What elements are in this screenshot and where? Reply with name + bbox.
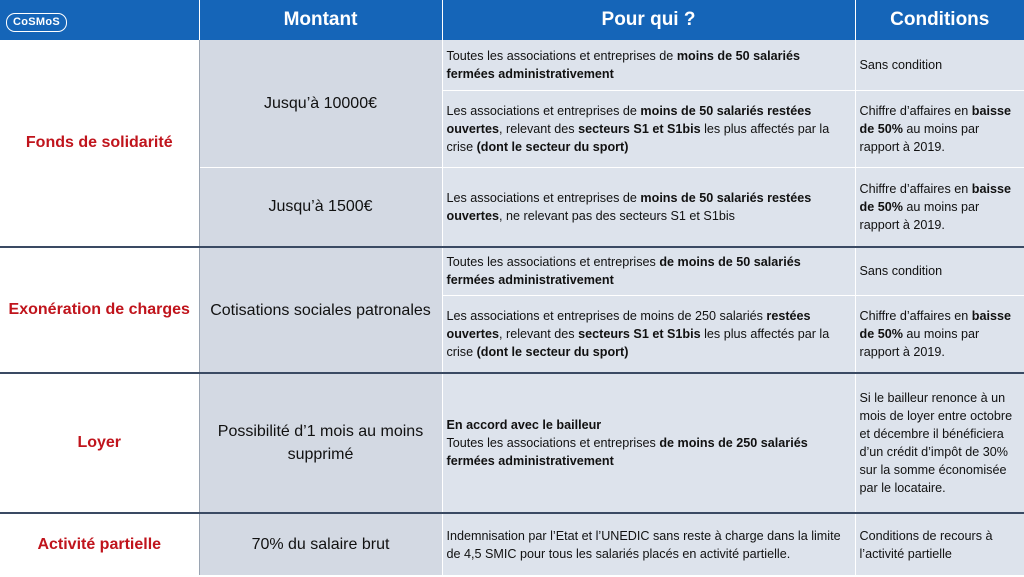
header-row — [0, 0, 1024, 40]
cond-loyer: Si le bailleur renonce à un mois de loyer entre octobre et décembre il bénéficiera d’un crédit d’impôt de 30% sur la somme économisée par le locataire. — [855, 373, 1024, 513]
cond-fonds-2: Chiffre d’affaires en baisse de 50% au moins par rapport à 2019. — [855, 90, 1024, 167]
cond-exoneration-1: Sans condition — [855, 247, 1024, 295]
who-fonds-3: Les associations et entreprises de moins de 50 salariés restées ouvertes, ne relevant pas des secteurs S1 et S1bis — [442, 167, 855, 247]
who-loyer: En accord avec le bailleur Toutes les associations et entreprises de moins de 250 salariés fermées administrativement — [442, 373, 855, 513]
who-fonds-1: Toutes les associations et entreprises de moins de 50 salariés fermées administrativement — [442, 40, 855, 90]
who-exoneration-2: Les associations et entreprises de moins de 250 salariés restées ouvertes, relevant des secteurs S1 et S1bis les plus affectés par la crise (dont le secteur du sport) — [442, 295, 855, 373]
cond-activite: Conditions de recours à l’activité partielle — [855, 513, 1024, 575]
amount-activite: 70% du salaire brut — [199, 513, 442, 575]
who-exoneration-1: Toutes les associations et entreprises de moins de 50 salariés fermées administrativement — [442, 247, 855, 295]
who-fonds-2: Les associations et entreprises de moins de 50 salariés restées ouvertes, relevant des secteurs S1 et S1bis les plus affectés par la crise (dont le secteur du sport) — [442, 90, 855, 167]
cond-fonds-3: Chiffre d’affaires en baisse de 50% au moins par rapport à 2019. — [855, 167, 1024, 247]
table-row — [0, 247, 1024, 295]
category-fonds-solidarite: Fonds de solidarité — [0, 40, 199, 247]
amount-cotisations: Cotisations sociales patronales — [199, 247, 442, 373]
amount-loyer: Possibilité d’1 mois au moins supprimé — [199, 373, 442, 513]
amount-10000: Jusqu’à 10000€ — [199, 40, 442, 167]
header-montant: Montant — [199, 0, 442, 40]
category-exoneration: Exonération de charges — [0, 247, 199, 373]
cond-fonds-1: Sans condition — [855, 40, 1024, 90]
header-conditions: Conditions — [855, 0, 1024, 40]
cond-exoneration-2: Chiffre d’affaires en baisse de 50% au moins par rapport à 2019. — [855, 295, 1024, 373]
amount-1500: Jusqu’à 1500€ — [199, 167, 442, 247]
table-row — [0, 513, 1024, 575]
cosmos-logo: CoSMoS — [6, 13, 67, 32]
table-row — [0, 373, 1024, 513]
who-activite: Indemnisation par l’Etat et l’UNEDIC sans reste à charge dans la limite de 4,5 SMIC pour tous les salariés placés en activité partielle. — [442, 513, 855, 575]
header-pour-qui: Pour qui ? — [442, 0, 855, 40]
logo-cell — [0, 0, 199, 40]
table-row — [0, 40, 1024, 90]
category-activite-partielle: Activité partielle — [0, 513, 199, 575]
category-loyer: Loyer — [0, 373, 199, 513]
